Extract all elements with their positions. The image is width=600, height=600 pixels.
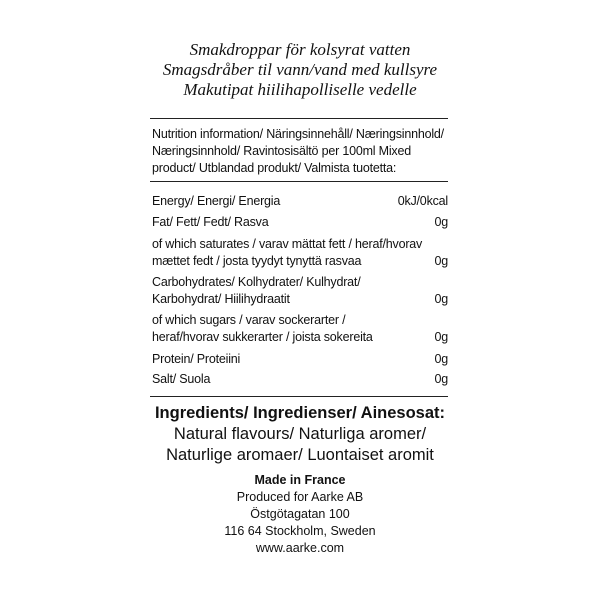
nutrition-label xyxy=(152,193,280,210)
nutrition-label-line: Fat/ Fett/ Fedt/ Rasva xyxy=(152,215,269,229)
nutrition-row-energy xyxy=(152,193,448,210)
nutrition-value: 0g xyxy=(434,292,448,306)
title-finnish: Makutipat hiilihapolliselle vedelle xyxy=(183,80,417,99)
nutrition-row-salt xyxy=(152,371,448,388)
title-danish-norwegian: Smagsdråber til vann/vand med kullsyre xyxy=(162,60,438,79)
nutrition-heading xyxy=(152,126,448,177)
nutrition-value: 0g xyxy=(434,352,448,366)
nutrition-row-fat xyxy=(152,214,448,231)
nutrition-label-line: Carbohydrates/ Kolhydrater/ Kulhydrat/ xyxy=(152,275,361,289)
ingredients-line: Naturlige aromaer/ Luontaiset aromit xyxy=(166,446,434,464)
nutrition-label xyxy=(152,214,268,231)
nutrition-row-saturates xyxy=(152,236,448,270)
nutrition-label xyxy=(152,371,210,388)
nutrition-value: 0kJ/0kcal xyxy=(397,194,448,208)
divider-nutrition xyxy=(150,181,448,182)
nutrition-heading-line: Nutrition information/ Näringsinnehåll/ Næringsinnhold/ xyxy=(152,127,444,141)
nutrition-value: 0g xyxy=(434,330,448,344)
made-in-label: Made in France xyxy=(254,473,346,487)
nutrition-row-protein xyxy=(152,351,448,368)
nutrition-label xyxy=(152,351,240,368)
nutrition-label xyxy=(152,312,373,346)
nutrition-heading-line: product/ Utblandad produkt/ Valmista tuotetta: xyxy=(152,161,397,175)
producer-line: Produced for Aarke AB xyxy=(236,490,364,504)
title-swedish: Smakdroppar för kolsyrat vatten xyxy=(189,40,411,59)
nutrition-label xyxy=(152,236,422,270)
nutrition-heading-line: Næringsinnhold/ Ravintosisältö per 100ml Mixed xyxy=(152,144,411,158)
nutrition-label-line: of which saturates / varav mättat fett / heraf/hvorav xyxy=(152,237,423,251)
ingredients-line: Natural flavours/ Naturliga aromer/ xyxy=(173,425,427,443)
nutrition-label-line: heraf/hvorav sukkerarter / joista sokereita xyxy=(152,330,373,344)
nutrition-value: 0g xyxy=(434,372,448,386)
nutrition-label-line: Karbohydrat/ Hiilihydraatit xyxy=(152,292,290,306)
nutrition-label-line: of which sugars / varav sockerarter / xyxy=(152,313,346,327)
origin-section xyxy=(0,472,600,557)
address-street: Östgötagatan 100 xyxy=(250,507,350,521)
nutrition-row-sugars xyxy=(152,312,448,346)
ingredients-section xyxy=(0,403,600,466)
divider-top xyxy=(150,118,448,119)
nutrition-label xyxy=(152,274,360,308)
nutrition-value: 0g xyxy=(434,254,448,268)
ingredients-title: Ingredients/ Ingredienser/ Ainesosat: xyxy=(154,404,446,422)
website-text: www.aarke.com xyxy=(255,541,345,555)
nutrition-label-line: Protein/ Proteiini xyxy=(152,352,241,366)
address-city: 116 64 Stockholm, Sweden xyxy=(224,524,376,538)
product-titles xyxy=(0,40,600,100)
nutrition-label-line: Salt/ Suola xyxy=(152,372,211,386)
nutrition-label-line: Energy/ Energi/ Energia xyxy=(152,194,281,208)
divider-bottom xyxy=(150,396,448,397)
nutrition-value: 0g xyxy=(434,215,448,229)
nutrition-row-carbohydrates xyxy=(152,274,448,308)
nutrition-label-line: mættet fedt / josta tyydyt tynyttä rasvaa xyxy=(152,254,362,268)
